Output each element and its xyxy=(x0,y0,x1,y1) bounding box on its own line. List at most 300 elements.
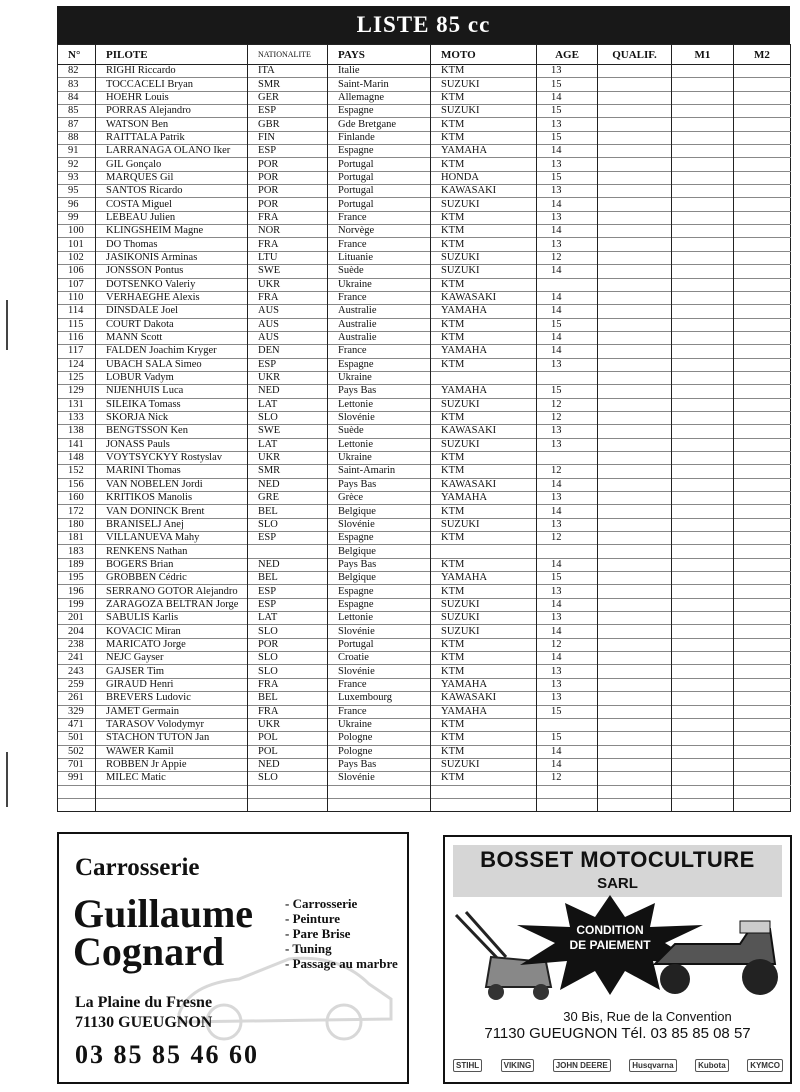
rider-age: 12 xyxy=(537,465,598,478)
rider-age: 14 xyxy=(537,745,598,758)
rider-number: 88 xyxy=(58,131,96,144)
rider-country: Pologne xyxy=(328,745,431,758)
rider-age: 12 xyxy=(537,251,598,264)
qualif-cell xyxy=(598,518,672,531)
qualif-cell xyxy=(598,625,672,638)
rider-name: DINSDALE Joel xyxy=(96,305,248,318)
table-header xyxy=(58,45,791,65)
rider-nationality: GBR xyxy=(248,118,328,131)
rider-country: France xyxy=(328,211,431,224)
table-row xyxy=(58,158,791,171)
table-row xyxy=(58,732,791,745)
m1-cell xyxy=(672,78,734,91)
promo-line1: CONDITION xyxy=(576,923,644,937)
rider-moto: YAMAHA xyxy=(431,385,537,398)
m2-cell xyxy=(734,625,791,638)
qualif-cell xyxy=(598,532,672,545)
rider-age: 13 xyxy=(537,211,598,224)
rider-number: 115 xyxy=(58,318,96,331)
ad-carrosserie xyxy=(57,832,409,1084)
m2-cell xyxy=(734,652,791,665)
brand-logo: VIKING xyxy=(501,1059,535,1072)
rider-age: 14 xyxy=(537,291,598,304)
rider-age: 13 xyxy=(537,585,598,598)
rider-age: 15 xyxy=(537,78,598,91)
rider-country xyxy=(328,785,431,798)
rider-moto: KAWASAKI xyxy=(431,185,537,198)
m1-cell xyxy=(672,345,734,358)
address-line1: 30 Bis, Rue de la Convention xyxy=(563,1009,732,1024)
table-row xyxy=(58,198,791,211)
m1-cell xyxy=(672,692,734,705)
rider-nationality: FRA xyxy=(248,211,328,224)
m1-cell xyxy=(672,478,734,491)
m1-cell xyxy=(672,385,734,398)
rider-country: Espagne xyxy=(328,585,431,598)
rider-age: 15 xyxy=(537,572,598,585)
header-qualif: QUALIF. xyxy=(598,45,672,65)
table-row xyxy=(58,745,791,758)
m2-cell xyxy=(734,478,791,491)
m2-cell xyxy=(734,532,791,545)
rider-moto: KTM xyxy=(431,532,537,545)
qualif-cell xyxy=(598,612,672,625)
rider-name: KRITIKOS Manolis xyxy=(96,492,248,505)
table-row xyxy=(58,291,791,304)
qualif-cell xyxy=(598,145,672,158)
rider-age xyxy=(537,798,598,811)
rider-country: Portugal xyxy=(328,638,431,651)
rider-number: 95 xyxy=(58,185,96,198)
m1-cell xyxy=(672,131,734,144)
m2-cell xyxy=(734,318,791,331)
brand-logo: STIHL xyxy=(453,1059,482,1072)
rider-nationality: AUS xyxy=(248,318,328,331)
m1-cell xyxy=(672,358,734,371)
rider-nationality: UKR xyxy=(248,278,328,291)
rider-name: HOEHR Louis xyxy=(96,91,248,104)
rider-moto: KTM xyxy=(431,225,537,238)
qualif-cell xyxy=(598,185,672,198)
rider-moto: SUZUKI xyxy=(431,598,537,611)
rider-age: 14 xyxy=(537,598,598,611)
rider-moto: HONDA xyxy=(431,171,537,184)
rider-moto: KAWASAKI xyxy=(431,291,537,304)
rider-nationality: POL xyxy=(248,732,328,745)
rider-moto: KTM xyxy=(431,638,537,651)
rider-number: 148 xyxy=(58,451,96,464)
m2-cell xyxy=(734,572,791,585)
qualif-cell xyxy=(598,171,672,184)
rider-country: Saint-Marin xyxy=(328,78,431,91)
rider-age: 14 xyxy=(537,625,598,638)
m1-cell xyxy=(672,278,734,291)
rider-country: Slovénie xyxy=(328,411,431,424)
m2-cell xyxy=(734,238,791,251)
rider-number: 91 xyxy=(58,145,96,158)
rider-country: Luxembourg xyxy=(328,692,431,705)
qualif-cell xyxy=(598,385,672,398)
table-row xyxy=(58,225,791,238)
m2-cell xyxy=(734,745,791,758)
table-row xyxy=(58,772,791,785)
m1-cell xyxy=(672,612,734,625)
rider-moto: YAMAHA xyxy=(431,678,537,691)
m1-cell xyxy=(672,211,734,224)
rider-age: 13 xyxy=(537,65,598,78)
rider-country: Pays Bas xyxy=(328,558,431,571)
rider-moto: KTM xyxy=(431,505,537,518)
rider-country: Suède xyxy=(328,425,431,438)
qualif-cell xyxy=(598,278,672,291)
rider-number: 129 xyxy=(58,385,96,398)
qualif-cell xyxy=(598,572,672,585)
rider-age: 14 xyxy=(537,91,598,104)
table-row xyxy=(58,238,791,251)
phone-number: 03 85 85 46 60 xyxy=(75,1040,259,1069)
table-row xyxy=(58,278,791,291)
qualif-cell xyxy=(598,411,672,424)
rider-number: 160 xyxy=(58,492,96,505)
rider-number: 156 xyxy=(58,478,96,491)
table-row xyxy=(58,451,791,464)
qualif-cell xyxy=(598,505,672,518)
m2-cell xyxy=(734,371,791,384)
rider-name: BRANISELJ Anej xyxy=(96,518,248,531)
rider-nationality: POR xyxy=(248,638,328,651)
rider-age: 14 xyxy=(537,225,598,238)
rider-name xyxy=(96,798,248,811)
table-row xyxy=(58,518,791,531)
brand-logo: KYMCO xyxy=(747,1059,783,1072)
m2-cell xyxy=(734,638,791,651)
table-row xyxy=(58,185,791,198)
rider-country: Belgique xyxy=(328,545,431,558)
rider-moto: YAMAHA xyxy=(431,492,537,505)
rider-nationality: SLO xyxy=(248,652,328,665)
rider-moto: SUZUKI xyxy=(431,105,537,118)
rider-nationality: LAT xyxy=(248,612,328,625)
rider-moto: YAMAHA xyxy=(431,345,537,358)
table-row xyxy=(58,558,791,571)
table-row xyxy=(58,105,791,118)
rider-name: KLINGSHEIM Magne xyxy=(96,225,248,238)
rider-name: NEJC Gayser xyxy=(96,652,248,665)
rider-country: Ukraine xyxy=(328,278,431,291)
qualif-cell xyxy=(598,371,672,384)
rider-name: BENGTSSON Ken xyxy=(96,425,248,438)
rider-age: 12 xyxy=(537,772,598,785)
rider-nationality: SLO xyxy=(248,625,328,638)
rider-nationality: LAT xyxy=(248,438,328,451)
header-age: AGE xyxy=(537,45,598,65)
rider-number: 131 xyxy=(58,398,96,411)
m2-cell xyxy=(734,798,791,811)
rider-number: 204 xyxy=(58,625,96,638)
m2-cell xyxy=(734,211,791,224)
m1-cell xyxy=(672,492,734,505)
rider-number: 181 xyxy=(58,532,96,545)
rider-number: 241 xyxy=(58,652,96,665)
rider-number: 501 xyxy=(58,732,96,745)
m1-cell xyxy=(672,158,734,171)
rider-name: DOTSENKO Valeriy xyxy=(96,278,248,291)
m1-cell xyxy=(672,305,734,318)
m2-cell xyxy=(734,131,791,144)
rider-name: VAN NOBELEN Jordi xyxy=(96,478,248,491)
m2-cell xyxy=(734,278,791,291)
m1-cell xyxy=(672,785,734,798)
rider-moto: KAWASAKI xyxy=(431,425,537,438)
rider-number: 701 xyxy=(58,758,96,771)
rider-country: Espagne xyxy=(328,598,431,611)
rider-moto: SUZUKI xyxy=(431,438,537,451)
header-m2: M2 xyxy=(734,45,791,65)
qualif-cell xyxy=(598,545,672,558)
m1-cell xyxy=(672,91,734,104)
rider-moto: KTM xyxy=(431,732,537,745)
rider-moto: KTM xyxy=(431,65,537,78)
rider-age xyxy=(537,718,598,731)
rider-moto: SUZUKI xyxy=(431,758,537,771)
service-item: - Passage au marbre xyxy=(285,956,398,971)
rider-age: 12 xyxy=(537,411,598,424)
rider-name: ZARAGOZA BELTRAN Jorge xyxy=(96,598,248,611)
rider-moto: YAMAHA xyxy=(431,572,537,585)
rider-name: WAWER Kamil xyxy=(96,745,248,758)
brand-name-line1: Guillaume xyxy=(73,891,254,936)
table-row xyxy=(58,545,791,558)
m2-cell xyxy=(734,305,791,318)
rider-age xyxy=(537,785,598,798)
m1-cell xyxy=(672,572,734,585)
rider-name xyxy=(96,785,248,798)
qualif-cell xyxy=(598,65,672,78)
rider-name: SANTOS Ricardo xyxy=(96,185,248,198)
rider-moto: KTM xyxy=(431,118,537,131)
qualif-cell xyxy=(598,105,672,118)
rider-nationality: ITA xyxy=(248,65,328,78)
qualif-cell xyxy=(598,772,672,785)
rider-age: 13 xyxy=(537,518,598,531)
m1-cell xyxy=(672,118,734,131)
rider-moto: SUZUKI xyxy=(431,251,537,264)
qualif-cell xyxy=(598,638,672,651)
rider-moto: KTM xyxy=(431,278,537,291)
tractor-illustration xyxy=(645,919,785,999)
rider-name: GROBBEN Cédric xyxy=(96,572,248,585)
rider-nationality: SMR xyxy=(248,465,328,478)
qualif-cell xyxy=(598,158,672,171)
rider-moto: KTM xyxy=(431,718,537,731)
rider-nationality: ESP xyxy=(248,358,328,371)
rider-moto: KTM xyxy=(431,131,537,144)
m2-cell xyxy=(734,732,791,745)
rider-age: 13 xyxy=(537,238,598,251)
rider-moto: KTM xyxy=(431,558,537,571)
rider-nationality: UKR xyxy=(248,718,328,731)
rider-name: TOCCACELI Bryan xyxy=(96,78,248,91)
rider-age xyxy=(537,545,598,558)
rider-nationality: ESP xyxy=(248,598,328,611)
m1-cell xyxy=(672,265,734,278)
rider-country: Lettonie xyxy=(328,398,431,411)
rider-name: JASIKONIS Arminas xyxy=(96,251,248,264)
rider-name: MARQUES Gil xyxy=(96,171,248,184)
margin-mark xyxy=(6,300,8,350)
table-row xyxy=(58,265,791,278)
qualif-cell xyxy=(598,291,672,304)
rider-number: 92 xyxy=(58,158,96,171)
service-item: - Peinture xyxy=(285,911,340,926)
rider-nationality: NED xyxy=(248,558,328,571)
rider-number: 138 xyxy=(58,425,96,438)
rider-nationality: SLO xyxy=(248,665,328,678)
m1-cell xyxy=(672,758,734,771)
table-row xyxy=(58,492,791,505)
rider-moto: SUZUKI xyxy=(431,518,537,531)
rider-number: 172 xyxy=(58,505,96,518)
qualif-cell xyxy=(598,198,672,211)
table-row xyxy=(58,692,791,705)
qualif-cell xyxy=(598,331,672,344)
rider-age: 14 xyxy=(537,198,598,211)
rider-moto: KTM xyxy=(431,665,537,678)
qualif-cell xyxy=(598,692,672,705)
qualif-cell xyxy=(598,798,672,811)
rider-number: 117 xyxy=(58,345,96,358)
m1-cell xyxy=(672,451,734,464)
rider-country: France xyxy=(328,238,431,251)
rider-nationality: BEL xyxy=(248,505,328,518)
qualif-cell xyxy=(598,358,672,371)
table-row xyxy=(58,411,791,424)
m1-cell xyxy=(672,198,734,211)
rider-nationality: ESP xyxy=(248,585,328,598)
brand-logos xyxy=(453,1051,783,1079)
table-row xyxy=(58,398,791,411)
table-row xyxy=(58,625,791,638)
rider-age: 13 xyxy=(537,678,598,691)
rider-country: France xyxy=(328,705,431,718)
table-row xyxy=(58,118,791,131)
m1-cell xyxy=(672,558,734,571)
m2-cell xyxy=(734,91,791,104)
table-row xyxy=(58,385,791,398)
table-row xyxy=(58,478,791,491)
rider-age: 13 xyxy=(537,358,598,371)
rider-age: 14 xyxy=(537,265,598,278)
rider-nationality: POL xyxy=(248,745,328,758)
rider-country: France xyxy=(328,291,431,304)
table-row xyxy=(58,358,791,371)
rider-number xyxy=(58,785,96,798)
rider-name: BOGERS Brian xyxy=(96,558,248,571)
rider-country xyxy=(328,798,431,811)
rider-moto: YAMAHA xyxy=(431,305,537,318)
rider-name: STACHON TUTON Jan xyxy=(96,732,248,745)
rider-country: Australie xyxy=(328,305,431,318)
rider-age: 14 xyxy=(537,331,598,344)
m2-cell xyxy=(734,265,791,278)
rider-country: Espagne xyxy=(328,358,431,371)
margin-mark xyxy=(6,752,8,807)
rider-nationality: GRE xyxy=(248,492,328,505)
rider-name: VAN DONINCK Brent xyxy=(96,505,248,518)
m1-cell xyxy=(672,65,734,78)
rider-name: LARRANAGA OLANO Iker xyxy=(96,145,248,158)
rider-nationality: FRA xyxy=(248,678,328,691)
table-row xyxy=(58,465,791,478)
m2-cell xyxy=(734,705,791,718)
rider-number: 471 xyxy=(58,718,96,731)
rider-moto xyxy=(431,371,537,384)
rider-moto: KAWASAKI xyxy=(431,692,537,705)
m2-cell xyxy=(734,145,791,158)
table-row xyxy=(58,612,791,625)
table-row xyxy=(58,665,791,678)
qualif-cell xyxy=(598,438,672,451)
m2-cell xyxy=(734,225,791,238)
rider-number: 110 xyxy=(58,291,96,304)
rider-moto: KTM xyxy=(431,211,537,224)
rider-name: SERRANO GOTOR Alejandro xyxy=(96,585,248,598)
table-row xyxy=(58,678,791,691)
rider-number: 85 xyxy=(58,105,96,118)
m1-cell xyxy=(672,185,734,198)
rider-name: SKORJA Nick xyxy=(96,411,248,424)
rider-name: MARINI Thomas xyxy=(96,465,248,478)
m1-cell xyxy=(672,705,734,718)
table-row xyxy=(58,705,791,718)
rider-number: 102 xyxy=(58,251,96,264)
rider-name: FALDEN Joachim Kryger xyxy=(96,345,248,358)
address-line1: La Plaine du Fresne xyxy=(75,994,213,1011)
company-name: BOSSET MOTOCULTURE xyxy=(480,847,755,872)
m1-cell xyxy=(672,598,734,611)
m1-cell xyxy=(672,251,734,264)
rider-number: 502 xyxy=(58,745,96,758)
rider-moto: KTM xyxy=(431,158,537,171)
rider-nationality xyxy=(248,785,328,798)
service-item: - Carrosserie xyxy=(285,896,358,911)
rider-name: JAMET Germain xyxy=(96,705,248,718)
rider-name: RENKENS Nathan xyxy=(96,545,248,558)
rider-moto: SUZUKI xyxy=(431,612,537,625)
rider-name: VOYTSYCKYY Rostyslav xyxy=(96,451,248,464)
rider-number: 195 xyxy=(58,572,96,585)
m1-cell xyxy=(672,772,734,785)
qualif-cell xyxy=(598,665,672,678)
rider-number: 99 xyxy=(58,211,96,224)
m1-cell xyxy=(672,145,734,158)
m2-cell xyxy=(734,451,791,464)
rider-age: 14 xyxy=(537,478,598,491)
table-row xyxy=(58,91,791,104)
qualif-cell xyxy=(598,238,672,251)
m1-cell xyxy=(672,718,734,731)
rider-number: 243 xyxy=(58,665,96,678)
m2-cell xyxy=(734,772,791,785)
rider-country: Italie xyxy=(328,65,431,78)
rider-nationality: POR xyxy=(248,171,328,184)
brand-label: Carrosserie xyxy=(75,854,200,881)
rider-age: 12 xyxy=(537,532,598,545)
qualif-cell xyxy=(598,478,672,491)
m1-cell xyxy=(672,425,734,438)
rider-age: 13 xyxy=(537,665,598,678)
rider-age: 12 xyxy=(537,638,598,651)
